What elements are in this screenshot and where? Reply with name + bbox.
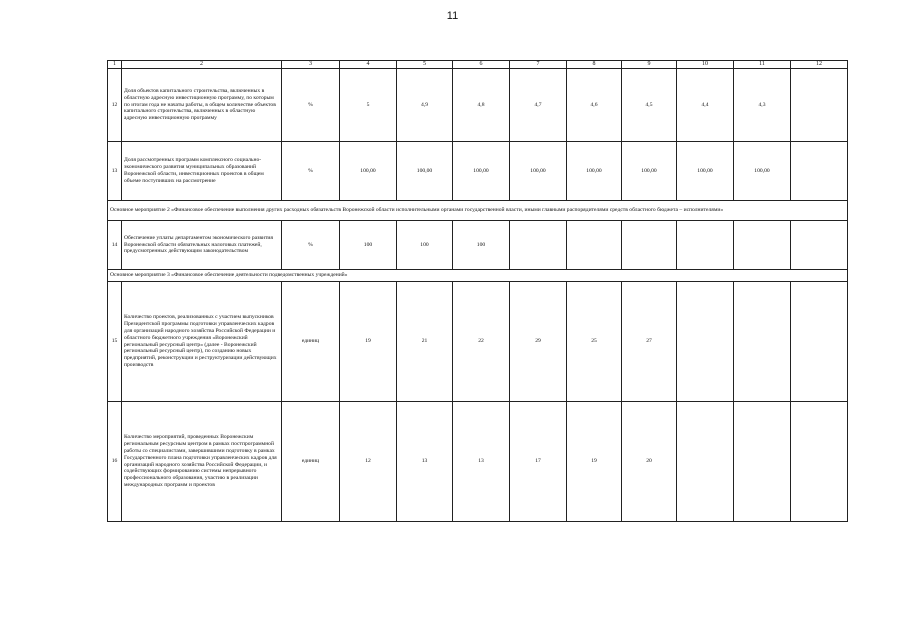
value-cell: 29 [510, 282, 567, 402]
section-row [108, 201, 848, 221]
value-cell: 21 [397, 282, 453, 402]
value-cell [791, 221, 848, 270]
section-title: Основное мероприятие 2 «Финансовое обеспечение выполнения других расходных обязательств Воронежской области исполнительными органами государственной власти, иными главными распорядителями средств областного бюджета – исполнителями» [108, 201, 848, 221]
table-row [108, 282, 848, 402]
unit-cell: % [282, 142, 340, 201]
row-number: 16 [108, 402, 122, 522]
value-cell: 100,00 [397, 142, 453, 201]
unit-cell: единиц [282, 282, 340, 402]
unit-cell: % [282, 221, 340, 270]
value-cell: 100,00 [734, 142, 791, 201]
value-cell: 100,00 [567, 142, 622, 201]
value-cell [677, 402, 734, 522]
value-cell: 4,7 [510, 69, 567, 142]
value-cell [791, 402, 848, 522]
value-cell [734, 221, 791, 270]
indicator-name: Количество проектов, реализованных с участием выпускников Президентской программы подготовки управленческих кадров для организаций народного хозяйства Российской Федерации и областного бюджетного учреждения «Воронежский региональный ресурсный центр» (далее - Воронежский региональный ресурсный центр), по созданию новых предприятий, реконструкции и реструктуризации действующих производств [122, 282, 282, 402]
table-row [108, 402, 848, 522]
value-cell [510, 221, 567, 270]
column-header: 9 [622, 61, 677, 69]
value-cell: 100,00 [340, 142, 397, 201]
value-cell: 19 [567, 402, 622, 522]
value-cell: 4,6 [567, 69, 622, 142]
row-number: 12 [108, 69, 122, 142]
value-cell: 4,9 [397, 69, 453, 142]
column-number-row [108, 61, 848, 69]
column-header: 3 [282, 61, 340, 69]
value-cell [791, 142, 848, 201]
value-cell: 100 [340, 221, 397, 270]
value-cell [567, 221, 622, 270]
column-header: 12 [791, 61, 848, 69]
table-row [108, 221, 848, 270]
value-cell: 13 [397, 402, 453, 522]
column-header: 11 [734, 61, 791, 69]
indicator-name: Обеспечение уплаты департаментом экономического развития Воронежской области обязательных налоговых платежей, предусмотренных действующим законодательством [122, 221, 282, 270]
table-row [108, 142, 848, 201]
value-cell: 100,00 [510, 142, 567, 201]
value-cell [791, 282, 848, 402]
value-cell [677, 221, 734, 270]
column-header: 10 [677, 61, 734, 69]
indicator-name: Количество мероприятий, проведенных Воронежским региональным ресурсным центром в рамках постпрограммной работы со специалистами, завершившими подготовку в рамках Государственного плана подготовки управленческих кадров для организаций народного хозяйства Российской Федерации, и содействующих формированию системы непрерывного профессионального образования, участию в реализации международных программ и проектов [122, 402, 282, 522]
value-cell: 25 [567, 282, 622, 402]
unit-cell: единиц [282, 402, 340, 522]
value-cell: 4,3 [734, 69, 791, 142]
value-cell: 20 [622, 402, 677, 522]
value-cell: 19 [340, 282, 397, 402]
value-cell [622, 221, 677, 270]
column-header: 8 [567, 61, 622, 69]
row-number: 14 [108, 221, 122, 270]
value-cell: 100,00 [622, 142, 677, 201]
value-cell: 12 [340, 402, 397, 522]
value-cell: 13 [453, 402, 510, 522]
value-cell [677, 282, 734, 402]
value-cell: 100 [453, 221, 510, 270]
value-cell: 4,4 [677, 69, 734, 142]
section-title: Основное мероприятие 3 «Финансовое обеспечение деятельности подведомственных учреждений» [108, 270, 848, 282]
value-cell: 22 [453, 282, 510, 402]
value-cell: 27 [622, 282, 677, 402]
indicator-name: Доля объектов капитального строительства, включенных в областную адресную инвестиционную программу, по которым по итогам года не начаты работы, в общем количестве объектов капитального строительства, включенных в областную адресную инвестиционную программу [122, 69, 282, 142]
value-cell: 17 [510, 402, 567, 522]
value-cell: 5 [340, 69, 397, 142]
row-number: 13 [108, 142, 122, 201]
value-cell: 100,00 [453, 142, 510, 201]
column-header: 4 [340, 61, 397, 69]
column-header: 6 [453, 61, 510, 69]
value-cell: 100 [397, 221, 453, 270]
value-cell [734, 282, 791, 402]
page-number: 11 [446, 10, 459, 22]
value-cell [791, 69, 848, 142]
column-header: 5 [397, 61, 453, 69]
indicators-table [107, 60, 848, 522]
value-cell: 100,00 [677, 142, 734, 201]
table-row [108, 69, 848, 142]
value-cell: 4,8 [453, 69, 510, 142]
column-header: 1 [108, 61, 122, 69]
indicator-name: Доля рассмотренных программ комплексного социально-экономического развития муниципальных образований Воронежской области, инвестиционных проектов в общем объеме поступивших на рассмотрение [122, 142, 282, 201]
column-header: 7 [510, 61, 567, 69]
unit-cell: % [282, 69, 340, 142]
value-cell: 4,5 [622, 69, 677, 142]
section-row [108, 270, 848, 282]
value-cell [734, 402, 791, 522]
row-number: 15 [108, 282, 122, 402]
column-header: 2 [122, 61, 282, 69]
